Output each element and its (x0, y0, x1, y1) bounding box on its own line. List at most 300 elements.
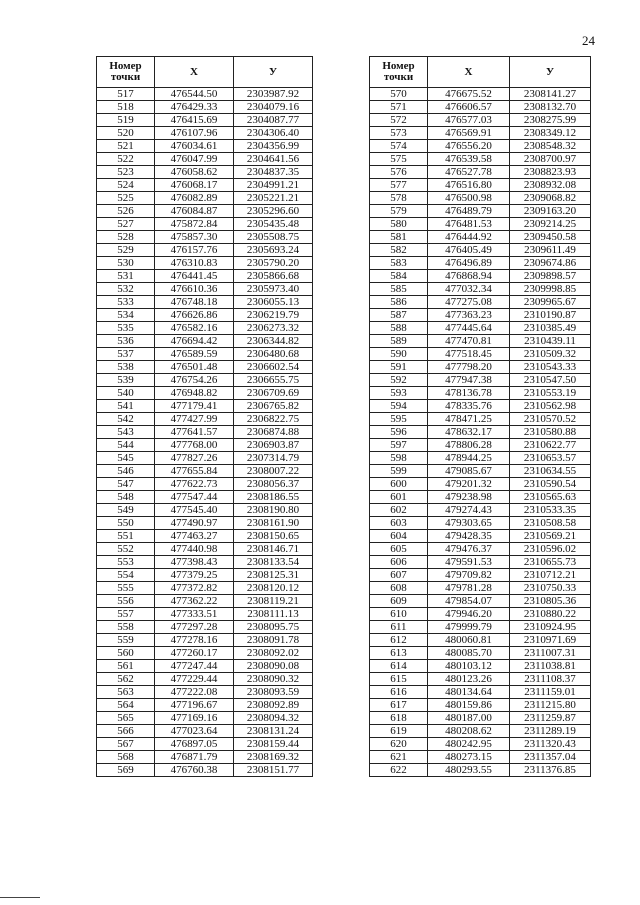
x-coordinate-cell: 479854.07 (428, 595, 510, 608)
x-coordinate-cell: 476556.20 (428, 140, 510, 153)
x-coordinate-cell: 477768.00 (155, 439, 234, 452)
x-coordinate-cell: 476429.33 (155, 101, 234, 114)
x-coordinate-cell: 476582.16 (155, 322, 234, 335)
point-number-cell: 545 (97, 452, 155, 465)
point-number-cell: 557 (97, 608, 155, 621)
table-row (370, 387, 591, 400)
table-row (370, 114, 591, 127)
point-number-cell: 531 (97, 270, 155, 283)
y-coordinate-cell: 2308349.12 (510, 127, 591, 140)
point-number-cell: 571 (370, 101, 428, 114)
y-coordinate-cell: 2308091.78 (234, 634, 313, 647)
table-row (370, 465, 591, 478)
table-row (370, 166, 591, 179)
point-number-cell: 610 (370, 608, 428, 621)
table-row (97, 673, 313, 686)
table-row (370, 660, 591, 673)
x-coordinate-cell: 477490.97 (155, 517, 234, 530)
x-coordinate-cell: 479428.35 (428, 530, 510, 543)
y-coordinate-cell: 2309163.20 (510, 205, 591, 218)
x-coordinate-cell: 477445.64 (428, 322, 510, 335)
table-row (370, 400, 591, 413)
x-coordinate-cell: 479303.65 (428, 517, 510, 530)
point-number-cell: 542 (97, 413, 155, 426)
point-number-cell: 608 (370, 582, 428, 595)
y-coordinate-cell: 2310580.88 (510, 426, 591, 439)
y-coordinate-cell: 2305221.21 (234, 192, 313, 205)
x-coordinate-cell: 477518.45 (428, 348, 510, 361)
x-coordinate-cell: 480242.95 (428, 738, 510, 751)
coordinates-table-right (369, 56, 591, 777)
table-row (97, 543, 313, 556)
x-coordinate-cell: 476871.79 (155, 751, 234, 764)
table-row (97, 569, 313, 582)
table-row (97, 205, 313, 218)
y-coordinate-cell: 2308120.12 (234, 582, 313, 595)
table-row (370, 361, 591, 374)
point-number-cell: 597 (370, 439, 428, 452)
point-number-cell: 569 (97, 764, 155, 777)
point-number-cell: 570 (370, 88, 428, 101)
table-row (370, 647, 591, 660)
y-coordinate-cell: 2308090.32 (234, 673, 313, 686)
table-row (370, 374, 591, 387)
x-coordinate-cell: 477222.08 (155, 686, 234, 699)
table-row (370, 634, 591, 647)
y-coordinate-cell: 2305508.75 (234, 231, 313, 244)
y-coordinate-cell: 2310565.63 (510, 491, 591, 504)
x-coordinate-cell: 477275.08 (428, 296, 510, 309)
x-coordinate-cell: 476084.87 (155, 205, 234, 218)
x-coordinate-cell: 476444.92 (428, 231, 510, 244)
point-number-cell: 593 (370, 387, 428, 400)
x-coordinate-cell: 476760.38 (155, 764, 234, 777)
table-row (370, 725, 591, 738)
x-coordinate-cell: 476496.89 (428, 257, 510, 270)
table-row (97, 699, 313, 712)
y-coordinate-cell: 2309674.86 (510, 257, 591, 270)
y-coordinate-cell: 2308111.13 (234, 608, 313, 621)
y-coordinate-cell: 2306709.69 (234, 387, 313, 400)
header-point-number: Номер точки (97, 57, 155, 88)
y-coordinate-cell: 2310805.36 (510, 595, 591, 608)
x-coordinate-cell: 476577.03 (428, 114, 510, 127)
table-row (97, 647, 313, 660)
y-coordinate-cell: 2310543.33 (510, 361, 591, 374)
table-row (97, 478, 313, 491)
x-coordinate-cell: 477827.26 (155, 452, 234, 465)
y-coordinate-cell: 2306874.88 (234, 426, 313, 439)
x-coordinate-cell: 477379.25 (155, 569, 234, 582)
header-x: Х (155, 57, 234, 88)
point-number-cell: 561 (97, 660, 155, 673)
y-coordinate-cell: 2308150.65 (234, 530, 313, 543)
header-y: У (510, 57, 591, 88)
table-row (97, 556, 313, 569)
y-coordinate-cell: 2306273.32 (234, 322, 313, 335)
table-row (370, 491, 591, 504)
point-number-cell: 546 (97, 465, 155, 478)
y-coordinate-cell: 2310924.95 (510, 621, 591, 634)
table-row (97, 504, 313, 517)
table-row (97, 582, 313, 595)
y-coordinate-cell: 2311038.81 (510, 660, 591, 673)
y-coordinate-cell: 2308190.80 (234, 504, 313, 517)
x-coordinate-cell: 477169.16 (155, 712, 234, 725)
y-coordinate-cell: 2311320.43 (510, 738, 591, 751)
table-row (370, 101, 591, 114)
y-coordinate-cell: 2308151.77 (234, 764, 313, 777)
x-coordinate-cell: 475857.30 (155, 231, 234, 244)
y-coordinate-cell: 2309965.67 (510, 296, 591, 309)
y-coordinate-cell: 2307314.79 (234, 452, 313, 465)
x-coordinate-cell: 477372.82 (155, 582, 234, 595)
point-number-cell: 518 (97, 101, 155, 114)
point-number-cell: 581 (370, 231, 428, 244)
table-row (97, 322, 313, 335)
y-coordinate-cell: 2310750.33 (510, 582, 591, 595)
point-number-cell: 567 (97, 738, 155, 751)
point-number-cell: 529 (97, 244, 155, 257)
table-row (370, 751, 591, 764)
y-coordinate-cell: 2310622.77 (510, 439, 591, 452)
y-coordinate-cell: 2304087.77 (234, 114, 313, 127)
x-coordinate-cell: 477333.51 (155, 608, 234, 621)
x-coordinate-cell: 476626.86 (155, 309, 234, 322)
x-coordinate-cell: 478806.28 (428, 439, 510, 452)
x-coordinate-cell: 477463.27 (155, 530, 234, 543)
point-number-cell: 579 (370, 205, 428, 218)
x-coordinate-cell: 476527.78 (428, 166, 510, 179)
y-coordinate-cell: 2304641.56 (234, 153, 313, 166)
x-coordinate-cell: 476589.59 (155, 348, 234, 361)
x-coordinate-cell: 479946.20 (428, 608, 510, 621)
x-coordinate-cell: 480273.15 (428, 751, 510, 764)
point-number-cell: 568 (97, 751, 155, 764)
table-row (370, 283, 591, 296)
point-number-cell: 611 (370, 621, 428, 634)
y-coordinate-cell: 2308125.31 (234, 569, 313, 582)
x-coordinate-cell: 477196.67 (155, 699, 234, 712)
y-coordinate-cell: 2310190.87 (510, 309, 591, 322)
table-row (97, 426, 313, 439)
x-coordinate-cell: 477278.16 (155, 634, 234, 647)
x-coordinate-cell: 479238.98 (428, 491, 510, 504)
point-number-cell: 552 (97, 543, 155, 556)
y-coordinate-cell: 2308161.90 (234, 517, 313, 530)
x-coordinate-cell: 477032.34 (428, 283, 510, 296)
table-row (97, 257, 313, 270)
y-coordinate-cell: 2310880.22 (510, 608, 591, 621)
point-number-cell: 602 (370, 504, 428, 517)
y-coordinate-cell: 2309898.57 (510, 270, 591, 283)
x-coordinate-cell: 475872.84 (155, 218, 234, 231)
point-number-cell: 615 (370, 673, 428, 686)
y-coordinate-cell: 2310570.52 (510, 413, 591, 426)
x-coordinate-cell: 476606.57 (428, 101, 510, 114)
table-row (370, 335, 591, 348)
x-coordinate-cell: 479999.79 (428, 621, 510, 634)
x-coordinate-cell: 477641.57 (155, 426, 234, 439)
point-number-cell: 614 (370, 660, 428, 673)
y-coordinate-cell: 2308133.54 (234, 556, 313, 569)
point-number-cell: 607 (370, 569, 428, 582)
y-coordinate-cell: 2311357.04 (510, 751, 591, 764)
x-coordinate-cell: 476748.18 (155, 296, 234, 309)
point-number-cell: 592 (370, 374, 428, 387)
table-row (370, 413, 591, 426)
point-number-cell: 553 (97, 556, 155, 569)
x-coordinate-cell: 477179.41 (155, 400, 234, 413)
table-row (97, 270, 313, 283)
x-coordinate-cell: 476441.45 (155, 270, 234, 283)
table-row (370, 140, 591, 153)
point-number-cell: 621 (370, 751, 428, 764)
x-coordinate-cell: 478136.78 (428, 387, 510, 400)
y-coordinate-cell: 2304079.16 (234, 101, 313, 114)
y-coordinate-cell: 2309450.58 (510, 231, 591, 244)
point-number-cell: 612 (370, 634, 428, 647)
point-number-cell: 555 (97, 582, 155, 595)
y-coordinate-cell: 2308007.22 (234, 465, 313, 478)
y-coordinate-cell: 2306903.87 (234, 439, 313, 452)
x-coordinate-cell: 479085.67 (428, 465, 510, 478)
y-coordinate-cell: 2311159.01 (510, 686, 591, 699)
point-number-cell: 587 (370, 309, 428, 322)
y-coordinate-cell: 2310553.19 (510, 387, 591, 400)
point-number-cell: 523 (97, 166, 155, 179)
table-row (97, 712, 313, 725)
point-number-cell: 578 (370, 192, 428, 205)
point-number-cell: 520 (97, 127, 155, 140)
x-coordinate-cell: 477427.99 (155, 413, 234, 426)
y-coordinate-cell: 2311259.87 (510, 712, 591, 725)
y-coordinate-cell: 2308119.21 (234, 595, 313, 608)
x-coordinate-cell: 476544.50 (155, 88, 234, 101)
y-coordinate-cell: 2304306.40 (234, 127, 313, 140)
table-row (97, 296, 313, 309)
point-number-cell: 613 (370, 647, 428, 660)
y-coordinate-cell: 2310590.54 (510, 478, 591, 491)
point-number-cell: 606 (370, 556, 428, 569)
x-coordinate-cell: 480103.12 (428, 660, 510, 673)
table-row (370, 296, 591, 309)
table-body-left (97, 88, 313, 777)
point-number-cell: 588 (370, 322, 428, 335)
point-number-cell: 554 (97, 569, 155, 582)
point-number-cell: 540 (97, 387, 155, 400)
y-coordinate-cell: 2311007.31 (510, 647, 591, 660)
table-row (370, 686, 591, 699)
y-coordinate-cell: 2310547.50 (510, 374, 591, 387)
y-coordinate-cell: 2310509.32 (510, 348, 591, 361)
x-coordinate-cell: 479274.43 (428, 504, 510, 517)
table-row (370, 543, 591, 556)
point-number-cell: 586 (370, 296, 428, 309)
x-coordinate-cell: 477470.81 (428, 335, 510, 348)
point-number-cell: 517 (97, 88, 155, 101)
x-coordinate-cell: 476405.49 (428, 244, 510, 257)
x-coordinate-cell: 476047.99 (155, 153, 234, 166)
point-number-cell: 543 (97, 426, 155, 439)
x-coordinate-cell: 476489.79 (428, 205, 510, 218)
table-row (370, 348, 591, 361)
table-row (97, 140, 313, 153)
point-number-cell: 562 (97, 673, 155, 686)
table-row (97, 166, 313, 179)
table-row (97, 127, 313, 140)
y-coordinate-cell: 2308141.27 (510, 88, 591, 101)
table-row (370, 218, 591, 231)
table-row (97, 621, 313, 634)
table-row (370, 621, 591, 634)
y-coordinate-cell: 2310569.21 (510, 530, 591, 543)
table-row (97, 530, 313, 543)
y-coordinate-cell: 2308186.55 (234, 491, 313, 504)
table-row (370, 673, 591, 686)
x-coordinate-cell: 479591.53 (428, 556, 510, 569)
x-coordinate-cell: 476516.80 (428, 179, 510, 192)
x-coordinate-cell: 476501.48 (155, 361, 234, 374)
table-row (370, 569, 591, 582)
table-row (97, 517, 313, 530)
x-coordinate-cell: 480134.64 (428, 686, 510, 699)
point-number-cell: 524 (97, 179, 155, 192)
point-number-cell: 573 (370, 127, 428, 140)
y-coordinate-cell: 2310508.58 (510, 517, 591, 530)
table-row (370, 517, 591, 530)
x-coordinate-cell: 477440.98 (155, 543, 234, 556)
x-coordinate-cell: 480187.00 (428, 712, 510, 725)
y-coordinate-cell: 2305973.40 (234, 283, 313, 296)
table-row (97, 114, 313, 127)
point-number-cell: 533 (97, 296, 155, 309)
point-number-cell: 601 (370, 491, 428, 504)
x-coordinate-cell: 477622.73 (155, 478, 234, 491)
table-row (370, 504, 591, 517)
coordinates-table-left (96, 56, 313, 777)
x-coordinate-cell: 477545.40 (155, 504, 234, 517)
x-coordinate-cell: 477362.22 (155, 595, 234, 608)
table-row (370, 556, 591, 569)
point-number-cell: 544 (97, 439, 155, 452)
point-number-cell: 595 (370, 413, 428, 426)
table-row (370, 452, 591, 465)
y-coordinate-cell: 2309214.25 (510, 218, 591, 231)
y-coordinate-cell: 2310971.69 (510, 634, 591, 647)
table-row (370, 231, 591, 244)
table-row (97, 738, 313, 751)
table-row (370, 192, 591, 205)
x-coordinate-cell: 480123.26 (428, 673, 510, 686)
x-coordinate-cell: 479201.32 (428, 478, 510, 491)
table-row (97, 634, 313, 647)
y-coordinate-cell: 2308169.32 (234, 751, 313, 764)
y-coordinate-cell: 2305866.68 (234, 270, 313, 283)
x-coordinate-cell: 477398.43 (155, 556, 234, 569)
x-coordinate-cell: 476610.36 (155, 283, 234, 296)
point-number-cell: 574 (370, 140, 428, 153)
x-coordinate-cell: 477655.84 (155, 465, 234, 478)
point-number-cell: 566 (97, 725, 155, 738)
point-number-cell: 594 (370, 400, 428, 413)
x-coordinate-cell: 477247.44 (155, 660, 234, 673)
point-number-cell: 572 (370, 114, 428, 127)
point-number-cell: 522 (97, 153, 155, 166)
x-coordinate-cell: 480060.81 (428, 634, 510, 647)
table-row (97, 179, 313, 192)
y-coordinate-cell: 2305790.20 (234, 257, 313, 270)
table-row (97, 192, 313, 205)
y-coordinate-cell: 2308146.71 (234, 543, 313, 556)
table-row (97, 764, 313, 777)
table-row (370, 608, 591, 621)
y-coordinate-cell: 2305693.24 (234, 244, 313, 257)
table-row (370, 530, 591, 543)
x-coordinate-cell: 476539.58 (428, 153, 510, 166)
point-number-cell: 619 (370, 725, 428, 738)
point-number-cell: 617 (370, 699, 428, 712)
y-coordinate-cell: 2305296.60 (234, 205, 313, 218)
point-number-cell: 538 (97, 361, 155, 374)
y-coordinate-cell: 2308092.02 (234, 647, 313, 660)
table-row (370, 439, 591, 452)
table-row (97, 244, 313, 257)
y-coordinate-cell: 2310634.55 (510, 465, 591, 478)
table-row (97, 686, 313, 699)
y-coordinate-cell: 2305435.48 (234, 218, 313, 231)
y-coordinate-cell: 2308090.08 (234, 660, 313, 673)
point-number-cell: 551 (97, 530, 155, 543)
x-coordinate-cell: 480159.86 (428, 699, 510, 712)
header-point-number: Номер точки (370, 57, 428, 88)
table-row (370, 699, 591, 712)
header-y: У (234, 57, 313, 88)
point-number-cell: 560 (97, 647, 155, 660)
x-coordinate-cell: 480208.62 (428, 725, 510, 738)
x-coordinate-cell: 477023.64 (155, 725, 234, 738)
table-row (370, 764, 591, 777)
point-number-cell: 526 (97, 205, 155, 218)
y-coordinate-cell: 2310655.73 (510, 556, 591, 569)
y-coordinate-cell: 2310712.21 (510, 569, 591, 582)
table-row (370, 309, 591, 322)
point-number-cell: 539 (97, 374, 155, 387)
x-coordinate-cell: 476082.89 (155, 192, 234, 205)
header-x: Х (428, 57, 510, 88)
x-coordinate-cell: 480293.55 (428, 764, 510, 777)
table-row (370, 322, 591, 335)
table-row (97, 101, 313, 114)
y-coordinate-cell: 2308548.32 (510, 140, 591, 153)
x-coordinate-cell: 477363.23 (428, 309, 510, 322)
x-coordinate-cell: 476569.91 (428, 127, 510, 140)
table-row (97, 439, 313, 452)
y-coordinate-cell: 2304356.99 (234, 140, 313, 153)
y-coordinate-cell: 2306602.54 (234, 361, 313, 374)
y-coordinate-cell: 2304991.21 (234, 179, 313, 192)
x-coordinate-cell: 479781.28 (428, 582, 510, 595)
table-row (370, 582, 591, 595)
point-number-cell: 564 (97, 699, 155, 712)
x-coordinate-cell: 477229.44 (155, 673, 234, 686)
x-coordinate-cell: 476058.62 (155, 166, 234, 179)
point-number-cell: 563 (97, 686, 155, 699)
point-number-cell: 609 (370, 595, 428, 608)
table-row (97, 751, 313, 764)
y-coordinate-cell: 2308932.08 (510, 179, 591, 192)
table-row (97, 465, 313, 478)
